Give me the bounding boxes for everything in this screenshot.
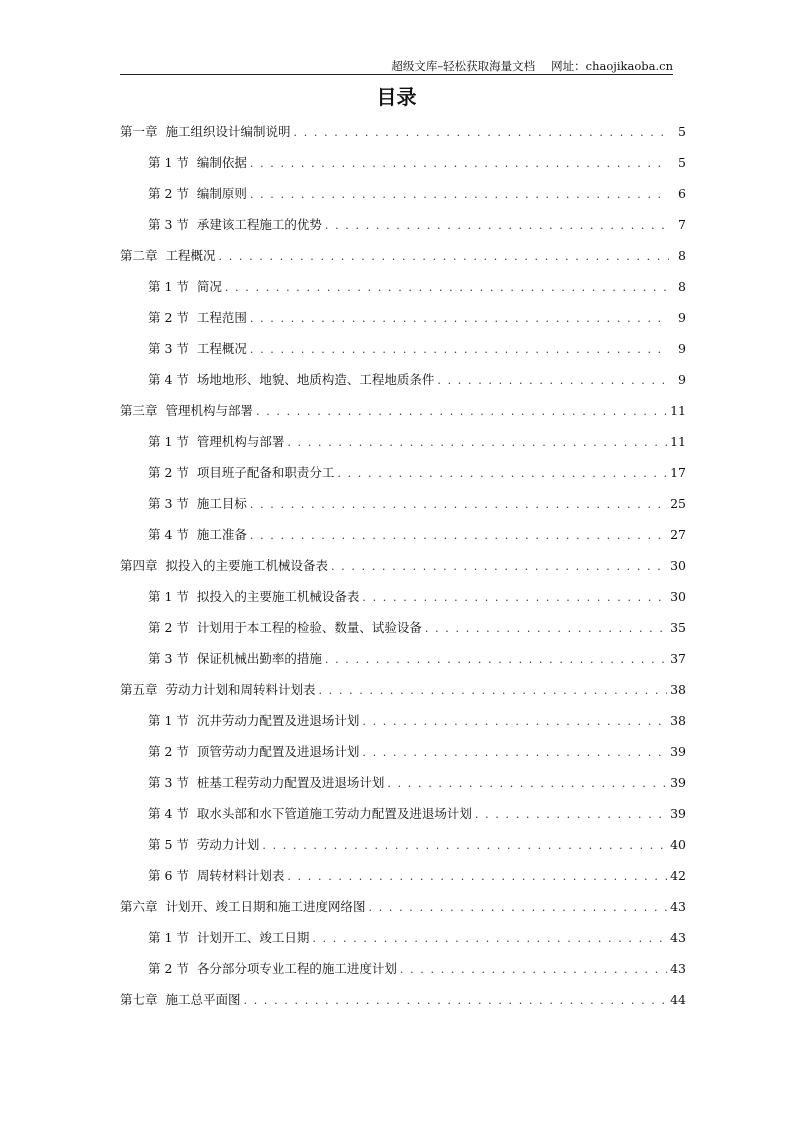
toc-entry-number: 第 3 节 [148, 775, 189, 790]
toc-entry-label: 取水头部和水下管道施工劳动力配置及进退场计划 [196, 806, 472, 821]
dot-leader [362, 710, 667, 734]
toc-section-entry[interactable] [120, 368, 686, 399]
toc-entry-number: 第 1 节 [148, 589, 189, 604]
toc-section-entry[interactable] [120, 213, 686, 244]
toc-entry-label: 施工准备 [196, 527, 247, 542]
toc-entry-page-number: 6 [678, 186, 686, 201]
dot-leader [250, 152, 669, 176]
toc-entry-page-number: 27 [670, 527, 686, 542]
toc-section-entry[interactable] [120, 802, 686, 833]
toc-entry-number: 第 2 节 [148, 744, 189, 759]
toc-entry-label: 承建该工程施工的优势 [196, 217, 322, 232]
page-header [120, 58, 673, 74]
toc-section-entry[interactable] [120, 926, 686, 957]
toc-entry-label: 沉井劳动力配置及进退场计划 [196, 713, 360, 728]
toc-entry-number: 第七章 [120, 992, 158, 1007]
dot-leader [325, 648, 667, 672]
toc-entry-page-number: 9 [678, 310, 686, 325]
dot-leader [294, 121, 669, 145]
toc-entry-number: 第 1 节 [148, 155, 189, 170]
dot-leader [250, 493, 667, 517]
toc-entry-page-number: 37 [670, 651, 686, 666]
toc-entry-label: 工程范围 [196, 310, 247, 325]
dot-leader [362, 586, 667, 610]
toc-entry-label: 计划用于本工程的检验、数量、试验设备 [196, 620, 422, 635]
toc-entry-number: 第五章 [120, 682, 158, 697]
dot-leader [337, 462, 667, 486]
toc-section-entry[interactable] [120, 306, 686, 337]
dot-leader [425, 617, 667, 641]
header-url: 网址：chaojikaoba.cn [551, 59, 673, 73]
toc-entry-number: 第 1 节 [148, 279, 189, 294]
dot-leader [362, 741, 667, 765]
toc-entry-label: 简况 [196, 279, 222, 294]
toc-entry-label: 计划开、竣工日期和施工进度网络图 [165, 899, 366, 914]
toc-entry-number: 第 3 节 [148, 496, 189, 511]
toc-section-entry[interactable] [120, 430, 686, 461]
toc-entry-page-number: 9 [678, 341, 686, 356]
toc-entry-page-number: 38 [670, 682, 686, 697]
toc-entry-label: 劳动力计划和周转料计划表 [165, 682, 316, 697]
dot-leader [256, 400, 667, 424]
toc-entry-label: 施工组织设计编制说明 [165, 124, 291, 139]
toc-entry-number: 第 1 节 [148, 713, 189, 728]
dot-leader [475, 803, 667, 827]
toc-entry-number: 第 3 节 [148, 651, 189, 666]
toc-entry-number: 第六章 [120, 899, 158, 914]
toc-entry-label: 施工目标 [196, 496, 247, 511]
toc-entry-label: 周转材料计划表 [196, 868, 285, 883]
toc-chapter-entry[interactable] [120, 554, 686, 585]
toc-entry-number: 第 2 节 [148, 465, 189, 480]
toc-entry-page-number: 5 [678, 155, 686, 170]
dot-leader [250, 183, 669, 207]
toc-entry-page-number: 35 [670, 620, 686, 635]
toc-entry-label: 项目班子配备和职责分工 [196, 465, 335, 480]
dot-leader [219, 245, 669, 269]
toc-chapter-entry[interactable] [120, 399, 686, 430]
toc-entry-number: 第三章 [120, 403, 158, 418]
toc-entry-page-number: 42 [670, 868, 686, 883]
dot-leader [387, 772, 667, 796]
toc-section-entry[interactable] [120, 182, 686, 213]
toc-entry-label: 施工总平面图 [165, 992, 241, 1007]
toc-entry-label: 保证机械出勤率的措施 [196, 651, 322, 666]
toc-section-entry[interactable] [120, 833, 686, 864]
toc-entry-label: 工程概况 [165, 248, 216, 263]
toc-entry-page-number: 43 [670, 961, 686, 976]
toc-entry-number: 第 2 节 [148, 186, 189, 201]
toc-entry-page-number: 39 [670, 806, 686, 821]
dot-leader [319, 679, 668, 703]
toc-entry-page-number: 39 [670, 775, 686, 790]
toc-entry-page-number: 8 [678, 248, 686, 263]
toc-entry-number: 第 3 节 [148, 341, 189, 356]
toc-entry-number: 第一章 [120, 124, 158, 139]
toc-entry-label: 管理机构与部署 [196, 434, 285, 449]
toc-title: 目录 [376, 85, 417, 109]
toc-entry-page-number: 11 [670, 434, 686, 449]
toc-section-entry[interactable] [120, 647, 686, 678]
toc-entry-label: 编制依据 [196, 155, 247, 170]
toc-entry-number: 第 4 节 [148, 806, 189, 821]
toc-entry-number: 第 6 节 [148, 868, 189, 883]
toc-entry-number: 第 2 节 [148, 620, 189, 635]
toc-entry-page-number: 40 [670, 837, 686, 852]
header-site-name: 超级文库–轻松获取海量文档 [391, 59, 536, 73]
toc-section-entry[interactable] [120, 492, 686, 523]
toc-entry-number: 第 2 节 [148, 961, 189, 976]
toc-entry-number: 第 1 节 [148, 434, 189, 449]
toc-section-entry[interactable] [120, 616, 686, 647]
toc-chapter-entry[interactable] [120, 988, 686, 1019]
toc-section-entry[interactable] [120, 740, 686, 771]
header-divider [120, 74, 673, 75]
toc-entry-label: 拟投入的主要施工机械设备表 [165, 558, 329, 573]
toc-entry-label: 顶管劳动力配置及进退场计划 [196, 744, 360, 759]
toc-chapter-entry[interactable] [120, 678, 686, 709]
toc-section-entry[interactable] [120, 523, 686, 554]
dot-leader [287, 865, 667, 889]
dot-leader [244, 989, 668, 1013]
toc-entry-number: 第 4 节 [148, 372, 189, 387]
toc-chapter-entry[interactable] [120, 895, 686, 926]
toc-entry-label: 拟投入的主要施工机械设备表 [196, 589, 360, 604]
toc-entry-number: 第四章 [120, 558, 158, 573]
dot-leader [250, 524, 667, 548]
dot-leader [262, 834, 667, 858]
toc-entry-page-number: 30 [670, 589, 686, 604]
toc-entry-number: 第 4 节 [148, 527, 189, 542]
toc-entry-page-number: 39 [670, 744, 686, 759]
toc-entry-page-number: 38 [670, 713, 686, 728]
dot-leader [400, 958, 667, 982]
dot-leader [250, 307, 669, 331]
dot-leader [312, 927, 667, 951]
dot-leader [437, 369, 669, 393]
toc-section-entry[interactable] [120, 864, 686, 895]
toc-entry-page-number: 8 [678, 279, 686, 294]
toc-entry-label: 计划开工、竣工日期 [196, 930, 310, 945]
toc-entry-label: 劳动力计划 [196, 837, 260, 852]
toc-section-entry[interactable] [120, 151, 686, 182]
toc-entry-number: 第 1 节 [148, 930, 189, 945]
toc-section-entry[interactable] [120, 771, 686, 802]
toc-entry-number: 第 5 节 [148, 837, 189, 852]
table-of-contents [120, 120, 686, 1019]
toc-section-entry[interactable] [120, 585, 686, 616]
toc-entry-page-number: 7 [678, 217, 686, 232]
toc-entry-page-number: 44 [670, 992, 686, 1007]
toc-section-entry[interactable] [120, 709, 686, 740]
dot-leader [325, 214, 669, 238]
toc-entry-page-number: 43 [670, 899, 686, 914]
toc-entry-page-number: 17 [670, 465, 686, 480]
toc-entry-number: 第二章 [120, 248, 158, 263]
toc-entry-label: 桩基工程劳动力配置及进退场计划 [196, 775, 385, 790]
toc-entry-page-number: 9 [678, 372, 686, 387]
toc-entry-page-number: 11 [670, 403, 686, 418]
toc-chapter-entry[interactable] [120, 120, 686, 151]
toc-entry-label: 场地地形、地貌、地质构造、工程地质条件 [196, 372, 435, 387]
dot-leader [287, 431, 667, 455]
dot-leader [331, 555, 667, 579]
dot-leader [225, 276, 669, 300]
toc-entry-page-number: 30 [670, 558, 686, 573]
toc-chapter-entry[interactable] [120, 244, 686, 275]
toc-entry-number: 第 3 节 [148, 217, 189, 232]
dot-leader [250, 338, 669, 362]
dot-leader [369, 896, 668, 920]
toc-entry-label: 编制原则 [196, 186, 247, 201]
toc-entry-page-number: 25 [670, 496, 686, 511]
toc-entry-label: 管理机构与部署 [165, 403, 254, 418]
toc-entry-label: 工程概况 [196, 341, 247, 356]
toc-entry-page-number: 5 [678, 124, 686, 139]
toc-entry-label: 各分部分项专业工程的施工进度计划 [196, 961, 397, 976]
toc-section-entry[interactable] [120, 275, 686, 306]
toc-entry-page-number: 43 [670, 930, 686, 945]
toc-section-entry[interactable] [120, 461, 686, 492]
toc-section-entry[interactable] [120, 957, 686, 988]
toc-entry-number: 第 2 节 [148, 310, 189, 325]
toc-section-entry[interactable] [120, 337, 686, 368]
